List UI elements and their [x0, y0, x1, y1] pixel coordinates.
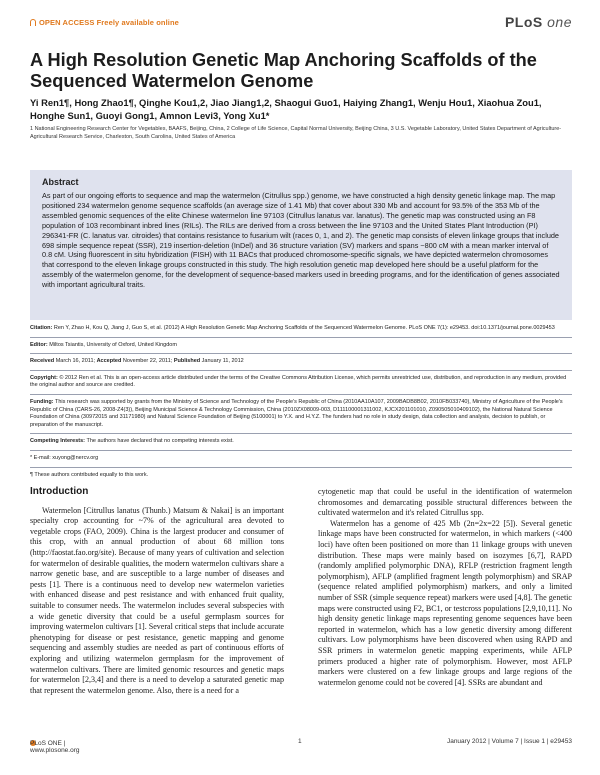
- author-list: Yi Ren1¶, Hong Zhao1¶, Qinghe Kou1,2, Jiao Jiang1,2, Shaogui Guo1, Haiying Zhang1, Wenju Hou1, Xiaohua Zou1, Honghe Sun1, Guoyi Gong1, Amnon Levi3, Yong Xu1*: [30, 97, 542, 121]
- funding-label: Funding:: [30, 398, 54, 405]
- body-paragraph: Watermelon has a genome of 425 Mb (2n=2x=22 [5]). Several genetic linkage maps have been constructed for watermelon, in which markers (<400 loci) have often been positioned on more than 11 linkage groups with uneven distribution. These maps were mainly based on isozymes [6,7], RAPD (randomly amplified polymorphic DNA), RFLP (restriction fragment length polymorphism), AFLP (amplified fragment length polymorphism) and SRAP (sequence related amplified polymorphism) markers, and only a limited number of SSR (simple sequence repeat) markers were used [4,8]. The genetic maps were constructed using F2, BC1, or testcross populations [2,9,10,11]. No high density genetic linkage maps representing genome sequences have been reported in watermelon, which has a low genetic diversity among different cultivars. Low polymorphisms have been discovered when using RAPD and SSR primers in watermelon genetic mapping experiments, while AFLP primers produced a higher rate of polymorphism. However, most AFLP markers were clustered on a few linkage groups and large regions of the watermelon genome could not be covered [4]. SSRs are abundant and: [318, 518, 572, 687]
- abstract-heading: Abstract: [42, 177, 79, 187]
- article-title: A High Resolution Genetic Map Anchoring Scaffolds of the Sequenced Watermelon Genome: [30, 50, 537, 91]
- copyright-text: © 2012 Ren et al. This is an open-access article distributed under the terms of the Creative Commons Attribution License, which permits unrestricted use, distribution, and reproduction in any medium, provided the original author and source are credited.: [30, 374, 567, 389]
- open-access-lock-icon: [30, 19, 36, 26]
- abstract-text: As part of our ongoing efforts to sequence and map the watermelon (Citrullus spp.) genome, we have constructed a high density genetic linkage map. The map positioned 234 watermelon genome sequence scaffolds (an average size of 1.41 Mb) that cover about 330 Mb and account for 93.5% of the 353 Mb of the assembled genomic sequences of the elite Chinese watermelon line 97103 (Citrullus lanatus var. lanatus). The genetic map was constructed using an F8 population of 103 recombinant inbred lines (RILs). The RILs are derived from a cross between the line 97103 and the United States Plant Introduction (PI) 296341-FR (C. lanatus var. citroides) that contains resistance to fusarium wilt (races 0, 1, and 2). The genetic map consists of eleven linkage groups that include 698 simple sequence repeat (SSR), 219 insertion-deletion (InDel) and 36 structure variation (SV) markers and spans ~800 cM with a mean marker interval of 0.8 cM. Using fluorescent in situ hybridization (FISH) with 11 BACs that produced chromosome-specific signals, we have depicted watermelon chromosomes that correspond to the eleven linkage groups constructed in this study. The high resolution genetic map developed here should be a useful platform for the assembly of the watermelon genome, for the development of sequence-based markers used in breeding programs, and for the identification of genes associated with important agricultural traits.: [42, 191, 560, 290]
- footer-page-number: 1: [298, 738, 302, 745]
- body-paragraph: cytogenetic map that could be useful in the identification of watermelon chromosomes and demarcating possible structural differences between the cultivated watermelon and it's related Citrullus spp.: [318, 487, 572, 518]
- introduction-heading: Introduction: [30, 486, 89, 497]
- journal-logo: [505, 14, 572, 30]
- editor-text: Miltos Tsiantis, University of Oxford, United Kingdom: [49, 341, 177, 348]
- divider: [30, 337, 572, 338]
- funding-text: This research was supported by grants from the Ministry of Science and Technology of the People's Republic of China (2010AA10A107, 2009BADB8B02, 2010FB033740), Ministry of Agriculture of the People's Republic of China (CARS-26, 2008-Z4(3)), Beijing Municipal Science & Technology Commission, China (2010ZX08009-003, D111100001311002, KJCX201101010, Z090505010409102), the National Natural Science Foundation of China (30972015 and 31171980) and Natural Science Foundation of Beijing (5100001) to Y.X. and H.Y.Z. The funders had no role in study design, data collection and analysis, decision to publish, or preparation of the manuscript.: [30, 398, 563, 428]
- footer-journal-text: PLoS ONE | www.plosone.org: [30, 740, 80, 754]
- body-column-right: [318, 487, 572, 688]
- article-metadata: [30, 325, 572, 483]
- editor-line: [30, 342, 572, 350]
- accepted-date: November 22, 2011;: [122, 358, 173, 365]
- competing-text: The authors have declared that no competing interests exist.: [86, 438, 234, 445]
- page-footer: [30, 736, 572, 754]
- divider: [30, 433, 572, 434]
- funding-line: [30, 399, 572, 429]
- divider: [30, 467, 572, 468]
- page-header: [30, 16, 572, 36]
- citation-line: [30, 325, 572, 333]
- competing-interests-line: [30, 438, 572, 446]
- logo-text: PLoS: [504, 14, 543, 30]
- published-label: Published: [173, 358, 201, 365]
- affiliations: 1 National Engineering Research Center for Vegetables, BAAFS, Beijing, China, 2 College of Life Science, Capital Normal University, Beijing China, 3 U.S. Vegetable Laboratory, United States Department of Agriculture-Agricultural Research Service, Charleston, South Carolina, United States of America: [30, 126, 562, 140]
- open-access-text: OPEN ACCESS Freely available online: [39, 18, 179, 27]
- equal-contribution-line: ¶ These authors contributed equally to this work.: [30, 471, 149, 478]
- copyright-line: [30, 375, 572, 390]
- received-label: Received: [30, 358, 55, 365]
- citation-text: Ren Y, Zhao H, Kou Q, Jiang J, Guo S, et al. (2012) A High Resolution Genetic Map Anchoring Scaffolds of the Sequenced Watermelon Genome. PLoS ONE 7(1): e29453. doi:10.1371/journal.pone.0029453: [53, 325, 555, 331]
- open-access-banner: [30, 18, 179, 27]
- footer-issue: January 2012 | Volume 7 | Issue 1 | e29453: [446, 738, 572, 745]
- received-date: March 16, 2011;: [55, 358, 96, 365]
- divider: [30, 394, 572, 395]
- dates-line: [30, 358, 572, 366]
- published-date: January 11, 2012: [201, 358, 244, 365]
- accepted-label: Accepted: [96, 358, 122, 365]
- editor-label: Editor:: [30, 341, 48, 348]
- divider: [30, 353, 572, 354]
- body-paragraph: Watermelon [Citrullus lanatus (Thunb.) Matsum & Nakai] is an important specialty crop accounting for ~7% of the agricultural area devoted to vegetable crops (FAO, 2009). China is the largest producer and consumer of this crop, with an annual production of about 68 million tons (http://faostat.fao.org/site). Because of many years of cultivation and selection for watermelon of desirable qualities, the modern watermelon cultivars share a narrow genetic base, and are susceptible to a large number of diseases and pests [1]. There is a continuous need to develop new watermelon varieties with enhanced disease and pest resistance and with enhanced fruit quality, suitable to consumer needs. The watermelon includes several subspecies with a wide genetic diversity that could be a useful germplasm sources for improving watermelon cultivars [1]. Several critical steps that include accurate phenotyping for disease or pest resistance, genetic mapping and genome sequencing and assembly studies are needed as part of continuous efforts of exploring and utilizing watermelon germplasm for the improvement of watermelon cultivars. There are limited genomic resources and genetic maps for watermelon [2,3,4] and there is a need to develop a saturated genetic map that represent the watermelon genome. Also, there is a need for a: [30, 505, 284, 695]
- competing-label: Competing Interests:: [30, 438, 86, 445]
- email-line: * E-mail: xuyong@nercv.org: [30, 454, 99, 461]
- body-column-left: [30, 487, 284, 696]
- divider: [30, 370, 572, 371]
- divider: [30, 450, 572, 451]
- citation-label: Citation:: [30, 325, 53, 331]
- abstract-box: [30, 170, 572, 320]
- copyright-label: Copyright:: [30, 374, 58, 381]
- logo-suffix: one: [547, 14, 572, 30]
